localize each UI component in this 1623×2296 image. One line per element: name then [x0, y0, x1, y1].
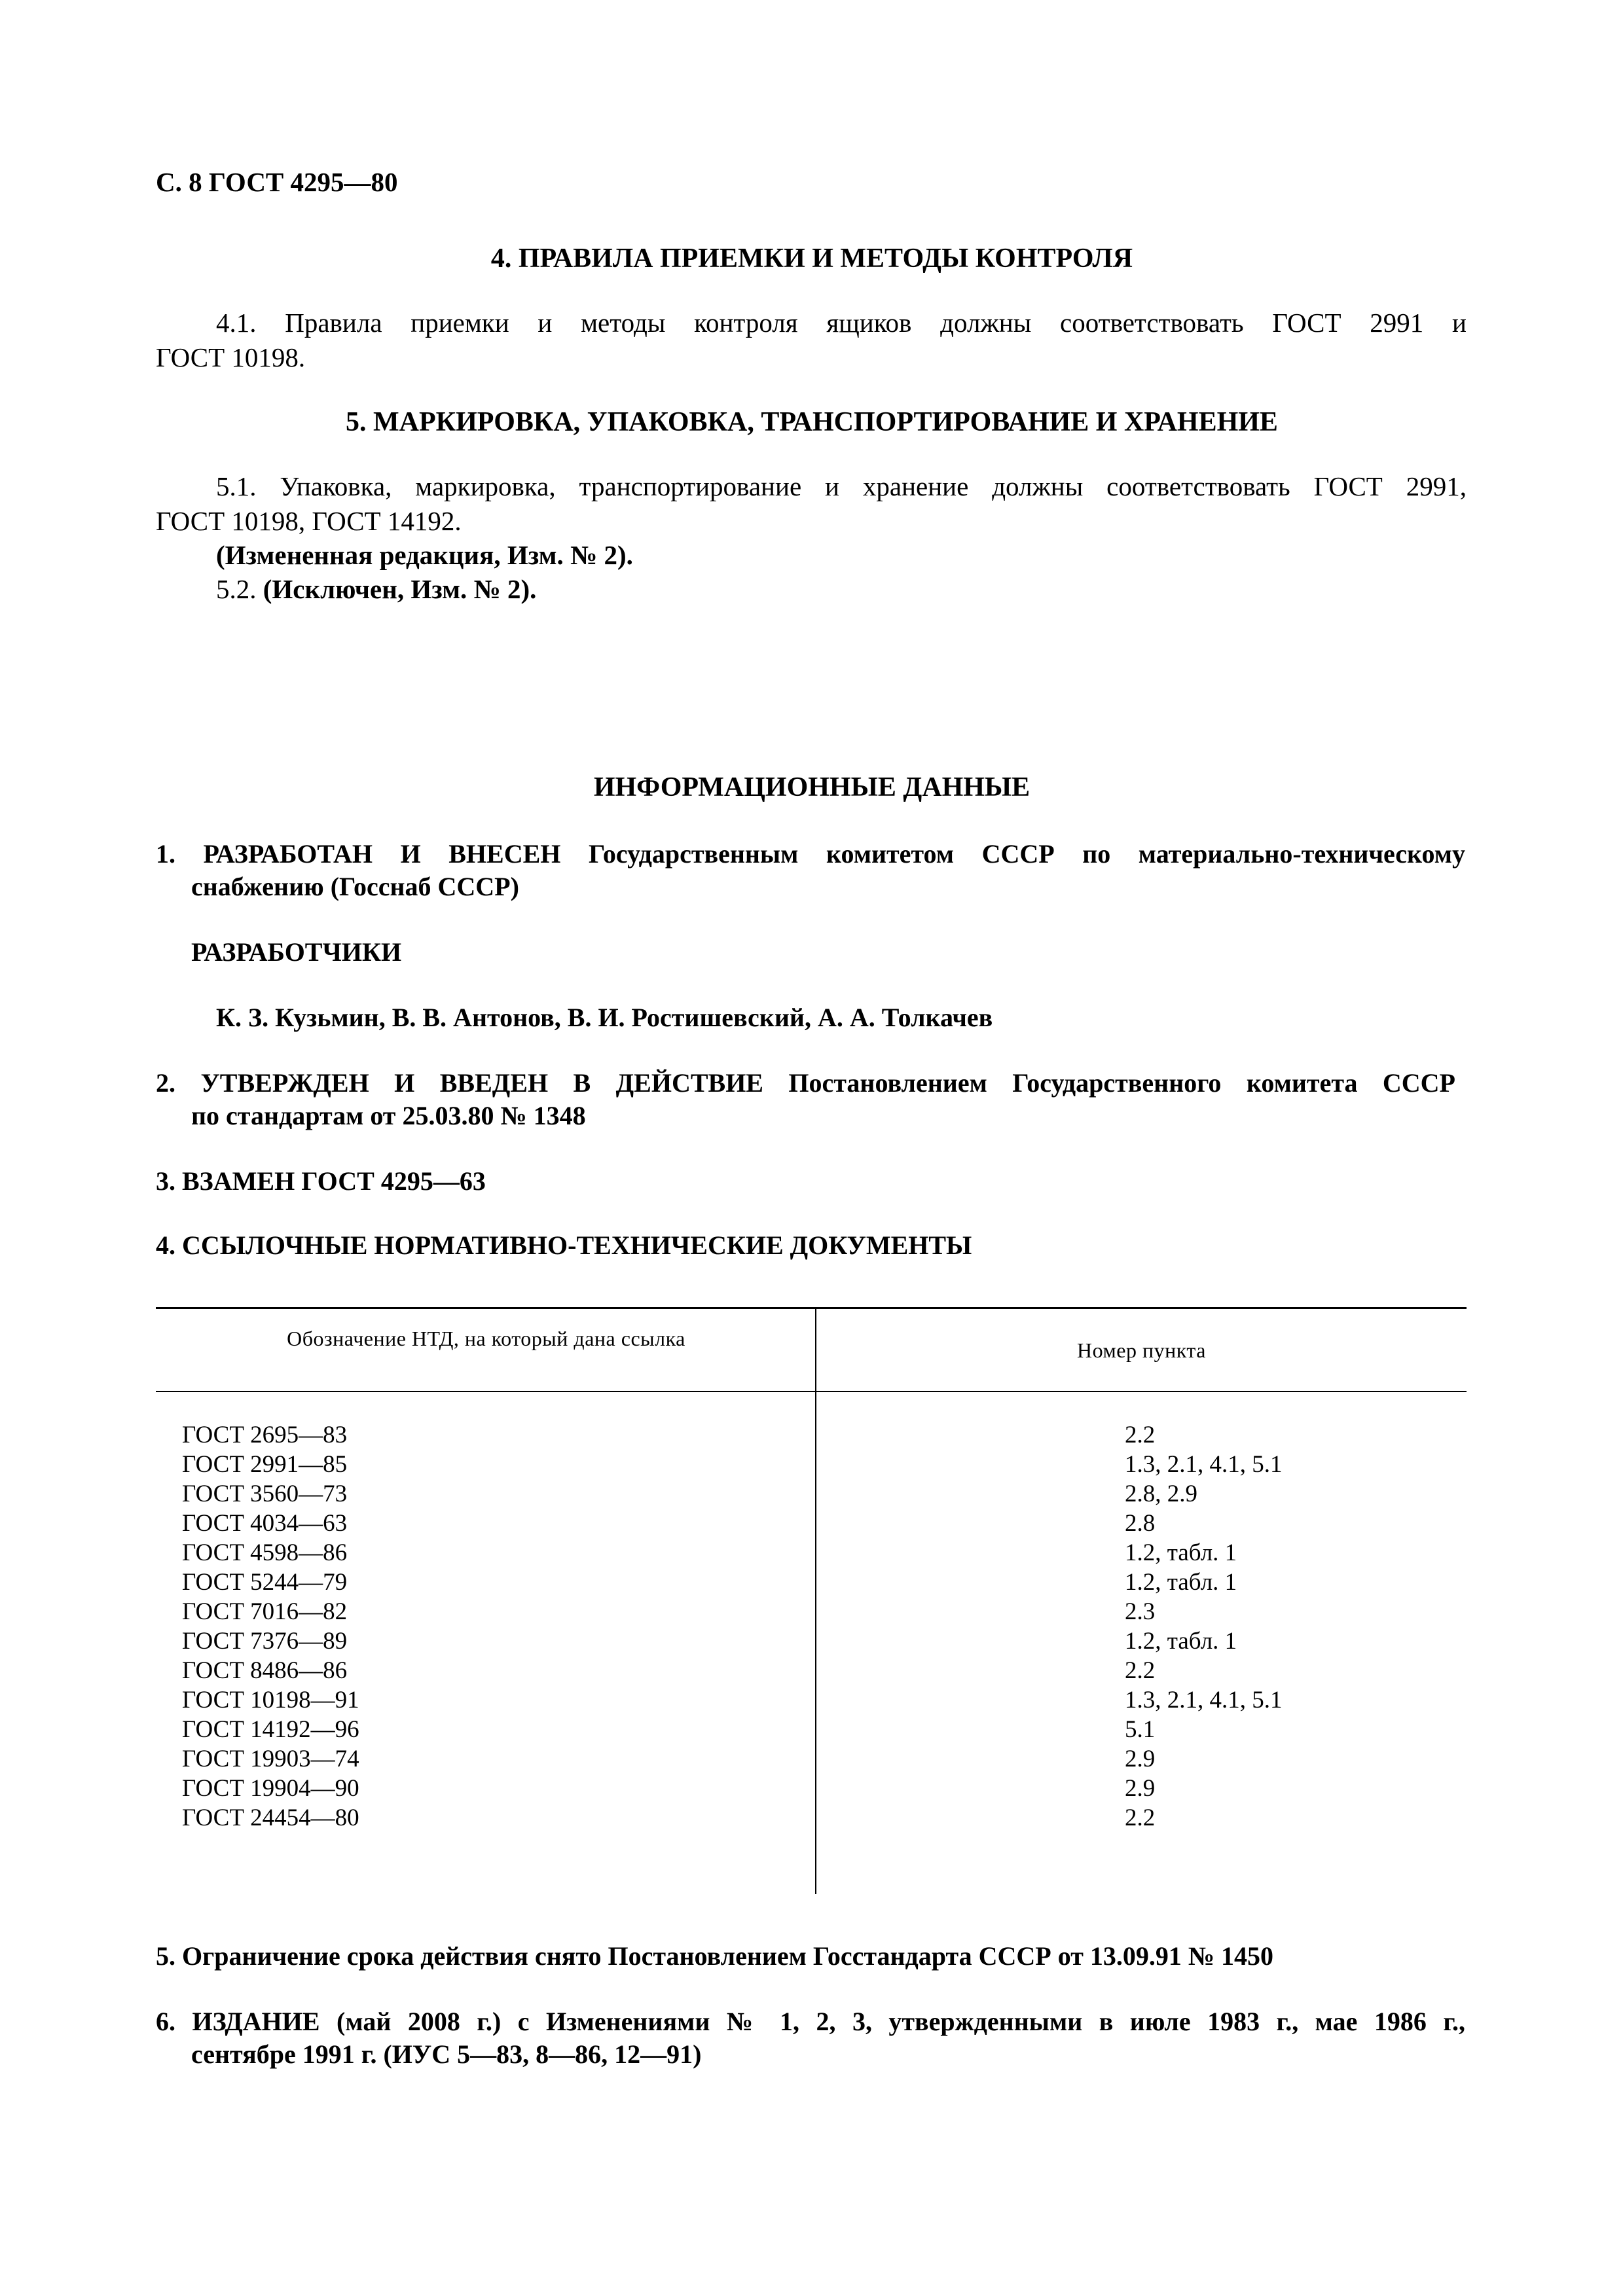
section-5-paragraph-line2: ГОСТ 10198, ГОСТ 14192.	[156, 506, 462, 536]
table-column-divider	[815, 1308, 816, 1894]
info-item-4: 4. ССЫЛОЧНЫЕ НОРМАТИВНО-ТЕХНИЧЕСКИЕ ДОКУМЕНТЫ	[156, 1230, 972, 1260]
page-header: С. 8 ГОСТ 4295—80	[156, 167, 398, 197]
table-column-clause-numbers: 2.2 1.3, 2.1, 4.1, 5.1 2.8, 2.9 2.8 1.2, табл. 1 1.2, табл. 1 2.3 1.2, табл. 1 2.2 1.3, 2.1, 4.1, 5.1 5.1 2.9 2.9 2.2	[1125, 1422, 1283, 1831]
section-5-amendment-note: (Измененная редакция, Изм. № 2).	[216, 540, 633, 570]
info-item-1-line2: снабжению (Госснаб СССР)	[191, 872, 519, 901]
info-item-5: 5. Ограничение срока действия снято Постановлением Госстандарта СССР от 13.09.91 № 1450	[156, 1941, 1274, 1971]
item-5-2-excluded-note: (Исключен, Изм. № 2).	[263, 574, 537, 604]
table-header-rule	[156, 1391, 1467, 1392]
info-item-3: 3. ВЗАМЕН ГОСТ 4295—63	[156, 1166, 486, 1196]
developers-label: РАЗРАБОТЧИКИ	[191, 937, 402, 967]
section-5-item-2	[216, 574, 536, 604]
info-item-1-line1: 1. РАЗРАБОТАН И ВНЕСЕН Государственным комитетом СССР по материально-техническому	[156, 839, 1465, 869]
table-header-clause-number: Номер пункта	[1077, 1338, 1206, 1362]
info-item-6-line1: 6. ИЗДАНИЕ (май 2008 г.) с Изменениями № 1, 2, 3, утвержденными в июле 1983 г., мае 1986 г.,	[156, 2007, 1465, 2036]
table-top-rule	[156, 1307, 1467, 1309]
section-5-title: 5. МАРКИРОВКА, УПАКОВКА, ТРАНСПОРТИРОВАНИЕ И ХРАНЕНИЕ	[346, 407, 1278, 437]
info-item-2-line2: по стандартам от 25.03.80 № 1348	[191, 1101, 586, 1130]
section-4-title: 4. ПРАВИЛА ПРИЕМКИ И МЕТОДЫ КОНТРОЛЯ	[490, 243, 1133, 274]
info-item-6-line2: сентябре 1991 г. (ИУС 5—83, 8—86, 12—91)	[191, 2039, 702, 2069]
table-header-designation: Обозначение НТД, на который дана ссылка	[287, 1327, 685, 1350]
table-column-documents: ГОСТ 2695—83 ГОСТ 2991—85 ГОСТ 3560—73 ГОСТ 4034—63 ГОСТ 4598—86 ГОСТ 5244—79 ГОСТ 7016—82 ГОСТ 7376—89 ГОСТ 8486—86 ГОСТ 10198—91 ГОСТ 14192—96 ГОСТ 19903—74 ГОСТ 19904—90 ГОСТ 24454—80	[182, 1422, 359, 1831]
developers-names: К. З. Кузьмин, В. В. Антонов, В. И. Ростишевский, А. А. Толкачев	[216, 1003, 993, 1032]
info-title: ИНФОРМАЦИОННЫЕ ДАННЫЕ	[593, 772, 1030, 802]
section-4-paragraph-line1: 4.1. Правила приемки и методы контроля ящиков должны соответствовать ГОСТ 2991 и	[216, 308, 1467, 338]
section-4-paragraph-line2: ГОСТ 10198.	[156, 342, 306, 372]
section-5-paragraph-line1: 5.1. Упаковка, маркировка, транспортирование и хранение должны соответствовать ГОСТ 2991,	[216, 471, 1467, 501]
info-item-2-line1: 2. УТВЕРЖДЕН И ВВЕДЕН В ДЕЙСТВИЕ Постановлением Государственного комитета СССР	[156, 1068, 1455, 1098]
item-5-2-number: 5.2.	[216, 574, 257, 604]
